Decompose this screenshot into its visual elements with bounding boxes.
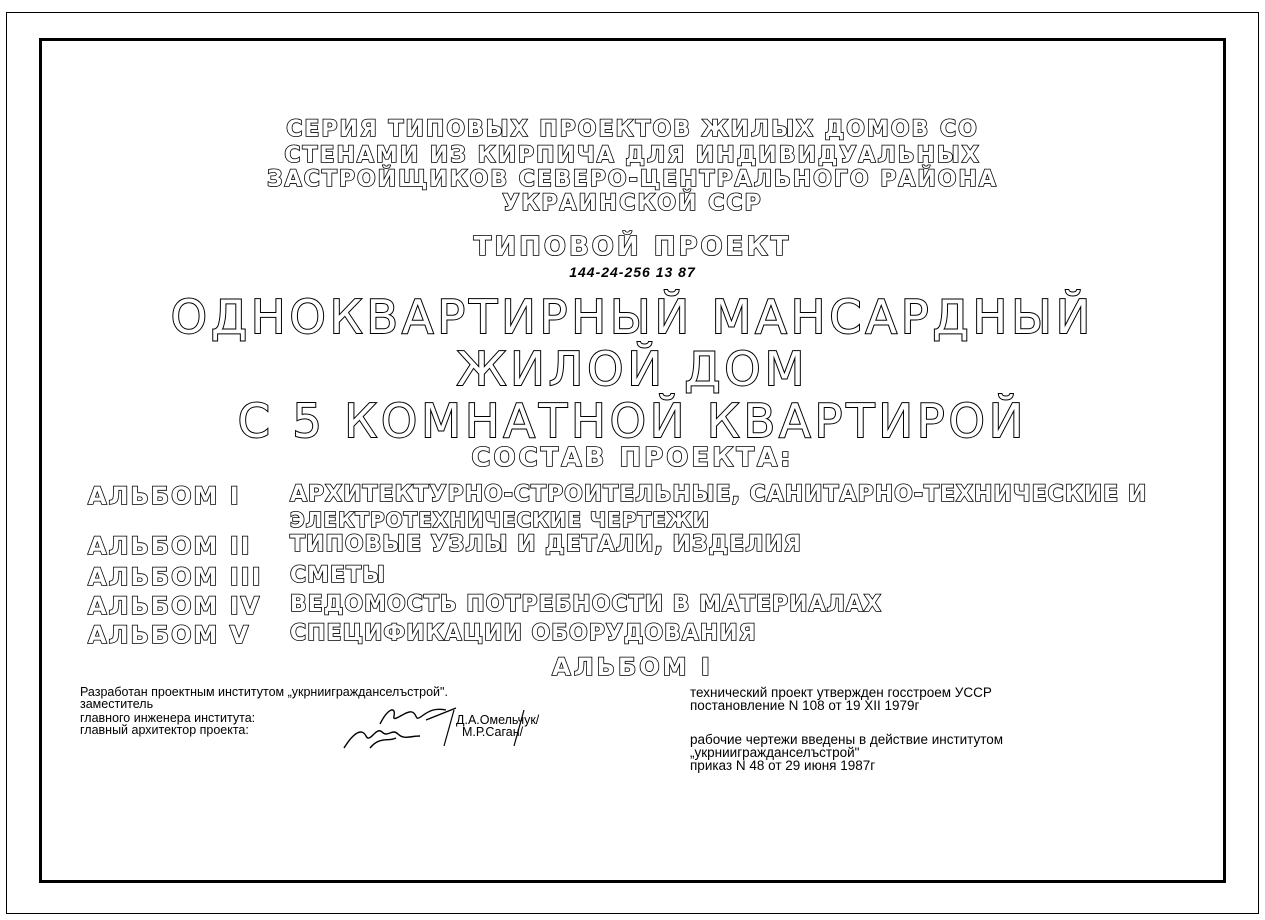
heading-line-3: С 5 КОМНАТНОЙ КВАРТИРОЙ <box>237 394 1028 448</box>
approval-line-2: постановление N 108 от 19 XII 1979г <box>690 698 920 713</box>
album-description: ТИПОВЫЕ УЗЛЫ И ДЕТАЛИ, ИЗДЕЛИЯ <box>290 532 802 557</box>
album-description: СМЕТЫ <box>290 563 386 588</box>
enactment-line-3: приказ N 48 от 29 июня 1987г <box>690 758 876 773</box>
album-description-cont: ЭЛЕКТРОТЕХНИЧЕСКИЕ ЧЕРТЕЖИ <box>290 508 711 532</box>
album-description: АРХИТЕКТУРНО-СТРОИТЕЛЬНЫЕ, САНИТАРНО-ТЕХНИЧЕСКИЕ И <box>290 482 1148 507</box>
enactment-line-1: рабочие чертежи введены в действие институтом <box>690 732 1004 747</box>
enactment-line-2: „укрниигражданселъстрой" <box>690 745 860 760</box>
series-line-2: СТЕНАМИ ИЗ КИРПИЧА ДЛЯ ИНДИВИДУАЛЬНЫХ <box>284 143 981 168</box>
album-name: АЛЬБОМ IV <box>88 592 262 620</box>
series-line-3: ЗАСТРОЙЩИКОВ СЕВЕРО-ЦЕНТРАЛЬНОГО РАЙОНА <box>267 167 998 192</box>
signer-name-2: М.Р.Саган/ <box>462 725 524 739</box>
signer-name-1: Д.А.Омельчук/ <box>456 713 540 727</box>
project-type-title: ТИПОВОЙ ПРОЕКТ <box>473 232 792 262</box>
approval-line-1: технический проект утвержден госстроем УССР <box>690 685 992 700</box>
heading-line-1: ОДНОКВАРТИРНЫЙ МАНСАРДНЫЙ <box>170 290 1095 344</box>
album-name: АЛЬБОМ II <box>88 532 252 560</box>
composition-title: СОСТАВ ПРОЕКТА: <box>471 443 794 473</box>
series-line-4: УКРАИНСКОЙ ССР <box>502 191 763 216</box>
chief-engineer-label: главного инженера института: <box>80 711 256 725</box>
album-description: ВЕДОМОСТЬ ПОТРЕБНОСТИ В МАТЕРИАЛАХ <box>290 592 882 617</box>
signature-2 <box>340 718 440 752</box>
album-description: СПЕЦИФИКАЦИИ ОБОРУДОВАНИЯ <box>290 621 757 646</box>
current-album: АЛЬБОМ I <box>552 653 713 681</box>
deputy-label: заместитель <box>80 697 154 711</box>
album-name: АЛЬБОМ V <box>88 621 251 649</box>
album-name: АЛЬБОМ I <box>88 482 241 510</box>
project-code: 144-24-256 13 87 <box>569 264 696 280</box>
signature-slashes <box>440 708 530 748</box>
series-line-1: СЕРИЯ ТИПОВЫХ ПРОЕКТОВ ЖИЛЫХ ДОМОВ СО <box>286 117 979 142</box>
chief-architect-label: главный архитектор проекта: <box>80 723 249 737</box>
developer-line: Разработан проектным институтом „укрниигражданселъстрой". <box>80 685 448 699</box>
heading-line-2: ЖИЛОЙ ДОМ <box>456 342 809 396</box>
album-name: АЛЬБОМ III <box>88 563 263 591</box>
